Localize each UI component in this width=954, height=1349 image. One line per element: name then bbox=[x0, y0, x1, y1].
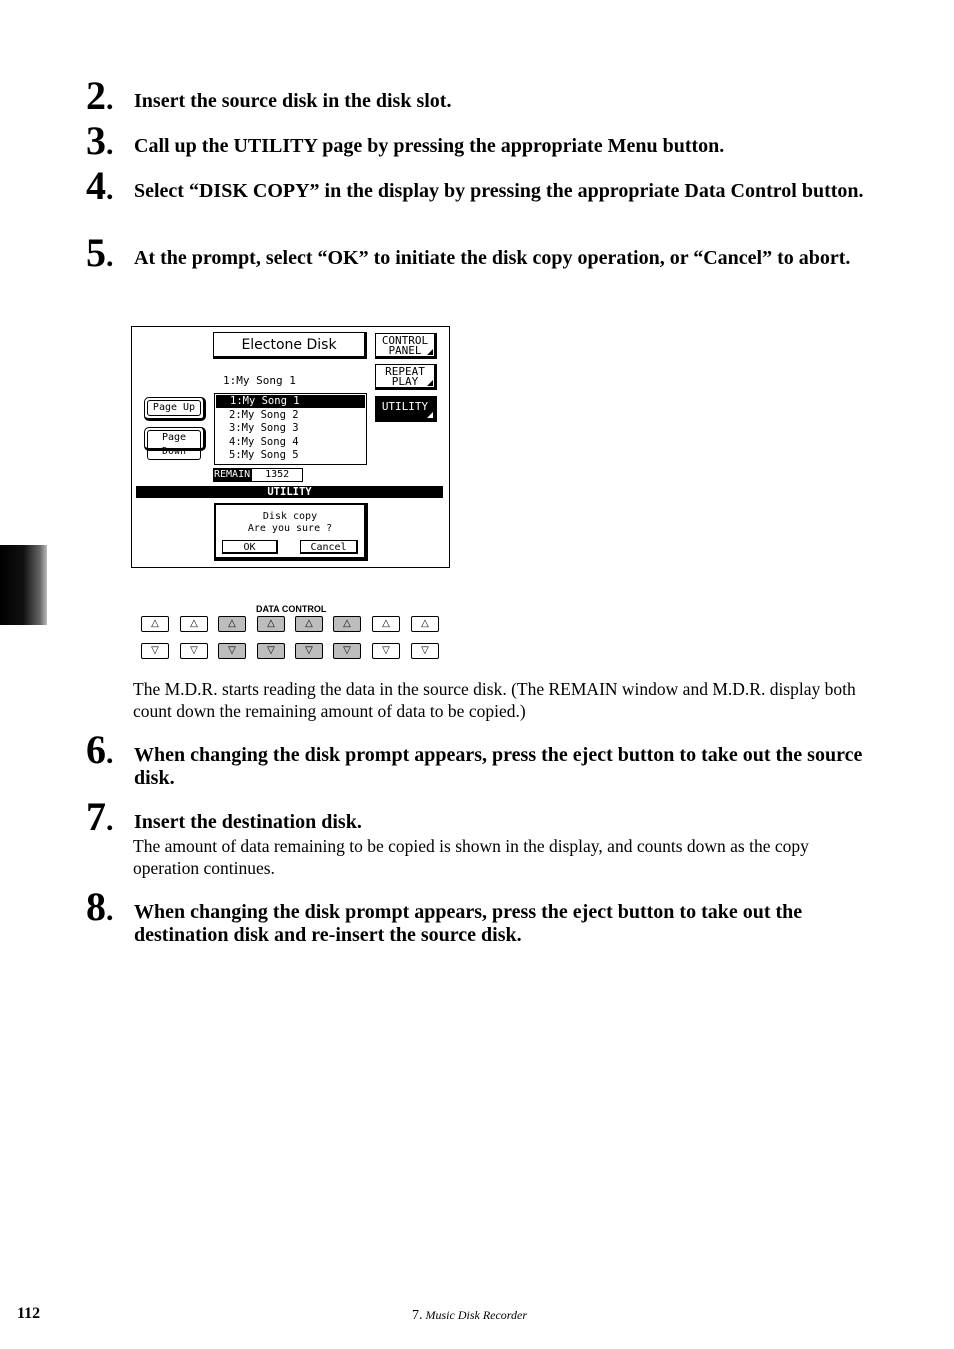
triangle-down-icon: ▽ bbox=[382, 645, 390, 656]
page-down-label: Page Down bbox=[147, 430, 201, 460]
remain-window bbox=[213, 468, 303, 482]
step-text: Insert the destination disk. bbox=[134, 811, 362, 833]
list-item[interactable]: 3:My Song 3 bbox=[229, 422, 299, 435]
display-title: Electone Disk bbox=[213, 332, 367, 359]
chapter-name: Music Disk Recorder bbox=[425, 1308, 528, 1322]
data-control-up-button[interactable] bbox=[257, 616, 285, 632]
confirm-dialog bbox=[214, 503, 368, 561]
reading-description: The M.D.R. starts reading the data in the source disk. (The REMAIN window and M.D.R. display both count down the remaining amount of data to be copied.) bbox=[133, 679, 856, 721]
data-control-up-button[interactable] bbox=[180, 616, 208, 632]
data-control-up-button[interactable] bbox=[411, 616, 439, 632]
step-7-detail: The amount of data remaining to be copied is shown in the display, and counts down as the copy operation continues. bbox=[133, 836, 809, 878]
triangle-down-icon: ▽ bbox=[190, 645, 198, 656]
step-text: When changing the disk prompt appears, press the eject button to take out the source disk. bbox=[134, 744, 863, 789]
page-number: 112 bbox=[17, 1305, 41, 1322]
current-song: 1:My Song 1 bbox=[223, 374, 296, 387]
step-text: Call up the UTILITY page by pressing the appropriate Menu button. bbox=[134, 135, 725, 157]
utility-label: UTILITY bbox=[381, 400, 429, 413]
lcd-display bbox=[131, 326, 450, 568]
data-control-up-button[interactable] bbox=[333, 616, 361, 632]
list-item[interactable]: 4:My Song 4 bbox=[229, 435, 299, 448]
utility-button[interactable] bbox=[375, 396, 437, 422]
step-text: Insert the source disk in the disk slot. bbox=[134, 90, 452, 112]
utility-bar: UTILITY bbox=[136, 486, 443, 498]
step-number: 4 . bbox=[86, 166, 114, 210]
step-2 bbox=[86, 73, 886, 118]
chapter-title bbox=[412, 1308, 527, 1324]
triangle-down-icon: ▽ bbox=[421, 645, 429, 656]
control-panel-button[interactable] bbox=[375, 333, 437, 359]
data-control-up-button[interactable] bbox=[372, 616, 400, 632]
triangle-up-icon: △ bbox=[228, 618, 236, 629]
page-up-button[interactable] bbox=[144, 397, 206, 421]
chapter-tab bbox=[0, 545, 47, 625]
cancel-button[interactable]: Cancel bbox=[300, 540, 358, 554]
list-item[interactable]: 1:My Song 1 bbox=[216, 395, 365, 408]
corner-icon bbox=[427, 380, 433, 386]
step-number: 7 . bbox=[86, 797, 114, 841]
data-control-down-button[interactable] bbox=[372, 643, 400, 659]
dialog-line-2: Are you sure ? bbox=[247, 523, 333, 534]
step-3 bbox=[86, 118, 886, 163]
triangle-down-icon: ▽ bbox=[343, 645, 351, 656]
ok-button[interactable]: OK bbox=[222, 540, 278, 554]
data-control-down-button[interactable] bbox=[333, 643, 361, 659]
list-item[interactable]: 5:My Song 5 bbox=[229, 448, 299, 461]
data-control-down-button[interactable] bbox=[180, 643, 208, 659]
step-number: 3 . bbox=[86, 121, 114, 165]
data-control-down-button[interactable] bbox=[141, 643, 169, 659]
triangle-up-icon: △ bbox=[267, 618, 275, 629]
step-6 bbox=[86, 727, 886, 790]
repeat-play-label: REPEAT PLAY bbox=[385, 365, 425, 388]
step-text: At the prompt, select “OK” to initiate the disk copy operation, or “Cancel” to abort. bbox=[134, 247, 851, 269]
step-4 bbox=[86, 163, 886, 208]
triangle-down-icon: ▽ bbox=[228, 645, 236, 656]
list-item[interactable]: 2:My Song 2 bbox=[229, 409, 299, 422]
corner-icon bbox=[427, 412, 433, 418]
data-control-down-button[interactable] bbox=[411, 643, 439, 659]
step-text: When changing the disk prompt appears, press the eject button to take out the destination disk and re-insert the source disk. bbox=[134, 901, 803, 946]
repeat-play-button[interactable] bbox=[375, 364, 437, 390]
step-8 bbox=[86, 884, 886, 947]
step-5 bbox=[86, 230, 886, 275]
song-list bbox=[214, 393, 367, 465]
data-control-label: DATA CONTROL bbox=[256, 604, 327, 614]
step-7 bbox=[86, 794, 886, 839]
control-panel-label: CONTROL PANEL bbox=[381, 334, 429, 357]
page-down-button[interactable] bbox=[144, 427, 206, 457]
data-control-up-button[interactable] bbox=[218, 616, 246, 632]
data-control-down-button[interactable] bbox=[218, 643, 246, 659]
step-text: Select “DISK COPY” in the display by pressing the appropriate Data Control button. bbox=[134, 180, 864, 202]
triangle-down-icon: ▽ bbox=[151, 645, 159, 656]
step-number: 6 . bbox=[86, 730, 114, 774]
step-number: 8 . bbox=[86, 887, 114, 931]
remain-value: 1352 bbox=[251, 468, 303, 482]
data-control-up-button[interactable] bbox=[141, 616, 169, 632]
data-control-up-button[interactable] bbox=[295, 616, 323, 632]
corner-icon bbox=[427, 349, 433, 355]
triangle-down-icon: ▽ bbox=[305, 645, 313, 656]
page-up-label: Page Up bbox=[147, 400, 201, 416]
triangle-up-icon: △ bbox=[382, 618, 390, 629]
triangle-up-icon: △ bbox=[151, 618, 159, 629]
triangle-up-icon: △ bbox=[190, 618, 198, 629]
step-number: 2 . bbox=[86, 76, 114, 120]
chapter-number: 7. bbox=[412, 1308, 423, 1323]
triangle-up-icon: △ bbox=[305, 618, 313, 629]
dialog-line-1: Disk copy bbox=[262, 511, 318, 522]
remain-label: REMAIN bbox=[214, 469, 251, 480]
data-control-down-button[interactable] bbox=[295, 643, 323, 659]
data-control-down-button[interactable] bbox=[257, 643, 285, 659]
triangle-up-icon: △ bbox=[421, 618, 429, 629]
step-number: 5 . bbox=[86, 233, 114, 277]
triangle-up-icon: △ bbox=[343, 618, 351, 629]
triangle-down-icon: ▽ bbox=[267, 645, 275, 656]
